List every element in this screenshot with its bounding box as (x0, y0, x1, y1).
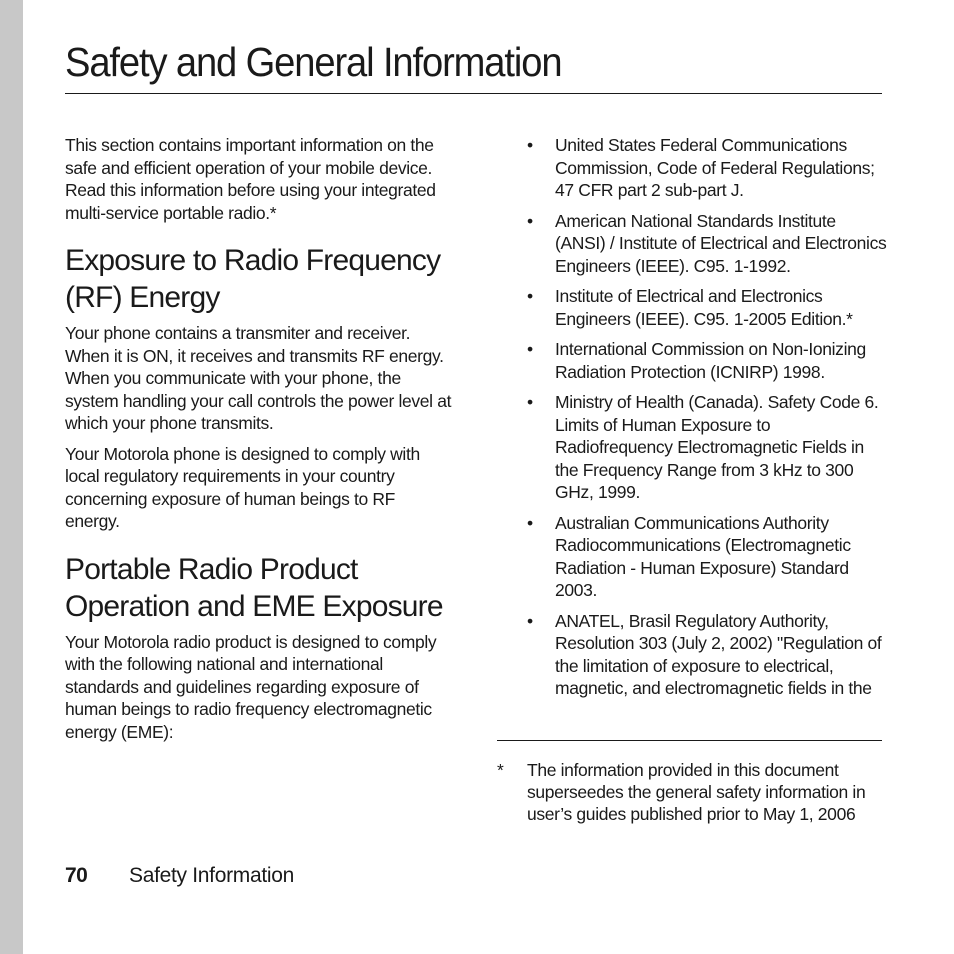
footnote-asterisk: * (497, 760, 504, 780)
rf-paragraph-1: Your phone contains a transmiter and receiver. When it is ON, it receives and transmits RF energy. When you communicate with your phone, the system handling your call controls the power level at which your phone transmits. (65, 323, 452, 433)
list-item (527, 391, 887, 504)
list-item-text: United States Federal Communications Commission, Code of Federal Regulations; 47 CFR part 2 sub-part J. (555, 135, 875, 200)
right-column (527, 134, 887, 708)
bullet-icon: • (527, 610, 533, 631)
eme-paragraph-1: Your Motorola radio product is designed to comply with the following national and international standards and guidelines regarding exposure of human beings to radio frequency electromagnetic energy (EME): (65, 631, 437, 742)
list-item-text: American National Standards Institute (ANSI) / Institute of Electrical and Electronics Engineers (IEEE). C95. 1-1992. (555, 210, 887, 276)
list-item (527, 285, 887, 330)
bullet-icon: • (527, 512, 533, 533)
bullet-icon: • (527, 339, 533, 359)
list-item (527, 610, 887, 700)
footnote-divider (497, 740, 882, 741)
list-item-text: Institute of Electrical and Electronics Engineers (IEEE). C95. 1-2005 Edition.* (555, 286, 853, 329)
list-item-text: International Commission on Non-Ionizing Radiation Protection (ICNIRP) 1998. (555, 339, 866, 382)
bullet-icon: • (527, 210, 533, 231)
list-item-text: Australian Communications Authority Radiocommunications (Electromagnetic Radiation - Human Exposure) Standard 2003. (555, 512, 851, 600)
footnote-text: The information provided in this document superseedes the general safety information in user’s guides published prior to May 1, 2006 (527, 760, 866, 824)
section-heading-rf-energy: Exposure to Radio Frequency (RF) Energy (65, 244, 441, 314)
standards-list (527, 134, 887, 700)
bullet-icon: • (527, 392, 533, 412)
list-item-text: ANATEL, Brasil Regulatory Authority, Resolution 303 (July 2, 2002) "Regulation of the limitation of exposure to electrical, magnetic, and electromagnetic fields in the (555, 610, 882, 698)
title-divider (65, 93, 882, 94)
section-heading-eme-exposure: Portable Radio Product Operation and EME Exposure (65, 552, 443, 623)
rf-paragraph-2: Your Motorola phone is designed to comply with local regulatory requirements in your country concerning exposure of human beings to RF energy. (65, 443, 420, 531)
page-edge-bar (0, 0, 23, 954)
page-title: Safety and General Information (65, 39, 562, 85)
page-number: 70 (65, 864, 88, 887)
footer-section-label: Safety Information (129, 864, 295, 887)
intro-paragraph: This section contains important information on the safe and efficient operation of your mobile device. Read this information before using your integrated multi-service portable radio.* (65, 135, 436, 223)
bullet-icon: • (527, 286, 533, 306)
list-item (527, 134, 887, 202)
list-item (527, 338, 887, 383)
left-column (65, 134, 453, 751)
footnote (497, 759, 887, 825)
list-item (527, 512, 887, 602)
list-item (527, 210, 887, 278)
bullet-icon: • (527, 135, 533, 155)
list-item-text: Ministry of Health (Canada). Safety Code 6. Limits of Human Exposure to Radiofrequency Electromagnetic Fields in the Frequency Range from 3 kHz to 300 GHz, 1999. (555, 392, 879, 502)
